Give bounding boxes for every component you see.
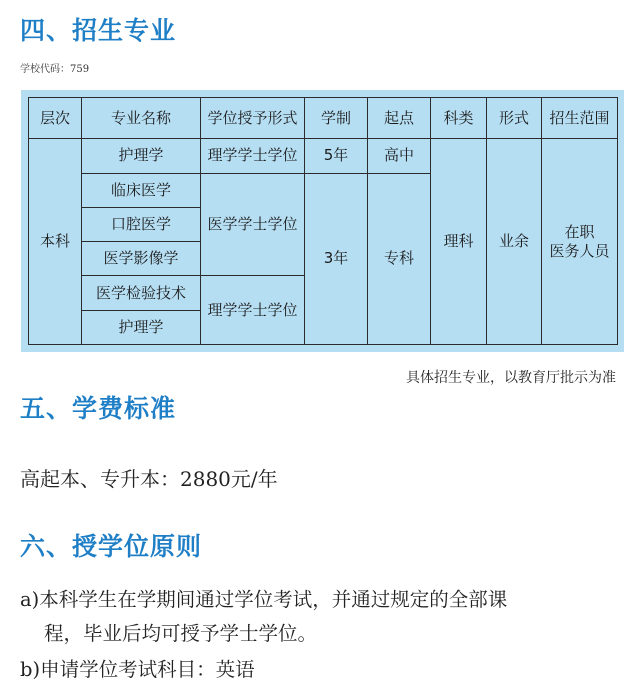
header-cell: 形式 xyxy=(487,98,542,139)
header-cell: 起点 xyxy=(368,98,431,139)
major-cell: 护理学 xyxy=(82,139,201,173)
major-cell: 口腔医学 xyxy=(82,207,201,241)
section-title-fees: 五、学费标准 xyxy=(20,394,177,423)
table-note: 具体招生专业，以教育厅批示为准 xyxy=(406,370,616,386)
section-title-degree: 六、授学位原则 xyxy=(20,532,203,561)
fee-text: 高起本、专升本：2880元/年 xyxy=(20,467,278,491)
table-row xyxy=(29,139,618,173)
degree-cell: 医学学士学位 xyxy=(201,173,305,276)
start-cell: 专科 xyxy=(368,173,431,344)
scope-line-2: 医务人员 xyxy=(549,241,610,260)
degree-rule-a-line-2: 程，毕业后均可授予学士学位。 xyxy=(44,622,318,645)
degree-cell: 理学学士学位 xyxy=(201,276,305,345)
major-cell: 临床医学 xyxy=(82,173,201,207)
admission-table xyxy=(28,97,618,345)
duration-cell: 5年 xyxy=(305,139,368,173)
section-title-admission: 四、招生专业 xyxy=(20,16,177,45)
header-cell: 招生范围 xyxy=(542,98,618,139)
major-cell: 医学检验技术 xyxy=(82,276,201,310)
admission-table-panel xyxy=(21,90,624,352)
degree-rule-a-line-1: a)本科学生在学期间通过学位考试，并通过规定的全部课 xyxy=(20,588,508,611)
category-cell: 理科 xyxy=(431,139,487,345)
level-cell: 本科 xyxy=(29,139,82,345)
major-cell: 医学影像学 xyxy=(82,242,201,276)
table-header-row xyxy=(29,98,618,139)
form-cell: 业余 xyxy=(487,139,542,345)
header-cell: 学位授予形式 xyxy=(201,98,305,139)
major-cell: 护理学 xyxy=(82,310,201,344)
header-cell: 层次 xyxy=(29,98,82,139)
header-cell: 学制 xyxy=(305,98,368,139)
header-cell: 专业名称 xyxy=(82,98,201,139)
start-cell: 高中 xyxy=(368,139,431,173)
school-code: 学校代码：759 xyxy=(20,64,90,75)
header-cell: 科类 xyxy=(431,98,487,139)
scope-line-1: 在职 xyxy=(564,222,595,241)
duration-cell: 3年 xyxy=(305,173,368,344)
degree-cell: 理学学士学位 xyxy=(201,139,305,173)
scope-cell xyxy=(542,139,618,345)
degree-rule-b: b)申请学位考试科目：英语 xyxy=(20,658,255,681)
